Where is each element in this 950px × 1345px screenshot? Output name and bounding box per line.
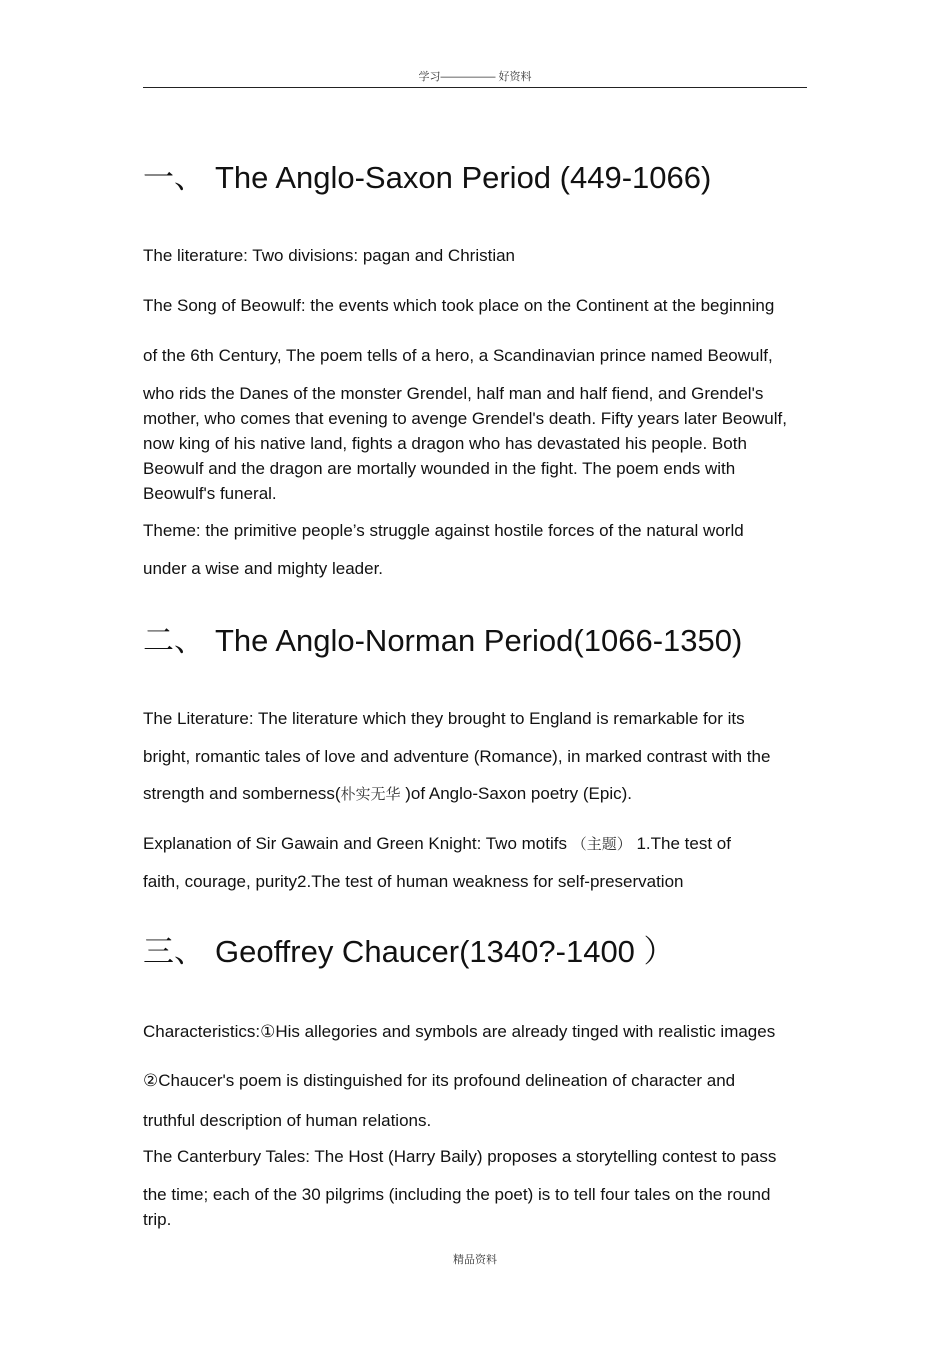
paragraph-line: who rids the Danes of the monster Grendel, half man and half fiend, and Grendel's	[143, 384, 764, 403]
section-heading-anglo-saxon	[143, 162, 711, 193]
paragraph-line: the time; each of the 30 pilgrims (including the poet) is to tell four tales on the round	[143, 1185, 771, 1204]
theme-line-1: Theme: the primitive people’s struggle against hostile forces of the natural world	[143, 521, 744, 540]
section-heading-anglo-norman	[143, 625, 742, 656]
text-segment: 1.The test of	[631, 834, 731, 853]
beowulf-line-1: The Song of Beowulf: the events which took place on the Continent at the beginning	[143, 296, 775, 315]
canterbury-paragraph	[143, 1182, 833, 1232]
literature-line: The literature: Two divisions: pagan and Christian	[143, 246, 515, 265]
theme-line-2: under a wise and mighty leader.	[143, 559, 384, 578]
paragraph-line: now king of his native land, fights a dragon who has devastated his people. Both	[143, 434, 747, 453]
paragraph-line: Beowulf and the dragon are mortally wounded in the fight. The poem ends with	[143, 459, 736, 478]
chinese-gloss: 朴实无华	[340, 785, 401, 803]
page-footer: 精品资料	[453, 1254, 497, 1266]
section-title: The Anglo-Saxon Period (449-1066)	[215, 160, 712, 195]
gawain-line-2: faith, courage, purity2.The test of human weakness for self-preservation	[143, 872, 684, 891]
paragraph-line: trip.	[143, 1210, 172, 1229]
gawain-line-1	[143, 834, 731, 854]
section-title: Geoffrey Chaucer(1340?-1400 ）	[215, 934, 675, 969]
text-segment: strength and somberness(	[143, 784, 341, 803]
header-divider	[143, 87, 807, 88]
text-segment: )of Anglo-Saxon poetry (Epic).	[400, 784, 633, 803]
section-heading-chaucer	[143, 936, 675, 967]
beowulf-line-2: of the 6th Century, The poem tells of a hero, a Scandinavian prince named Beowulf,	[143, 346, 773, 365]
section-number: 一、	[143, 160, 205, 195]
text-segment: Explanation of Sir Gawain and Green Knight: Two motifs	[143, 834, 572, 853]
norman-literature-line-3	[143, 784, 632, 804]
section-number: 二、	[143, 623, 205, 658]
characteristics-line-3: truthful description of human relations.	[143, 1111, 432, 1130]
paragraph-line: mother, who comes that evening to avenge Grendel's death. Fifty years later Beowulf,	[143, 409, 787, 428]
section-number: 三、	[143, 934, 205, 969]
characteristics-line-2: ②Chaucer's poem is distinguished for its profound delineation of character and	[143, 1071, 736, 1090]
norman-literature-line-2: bright, romantic tales of love and adventure (Romance), in marked contrast with the	[143, 747, 771, 766]
characteristics-line-1: Characteristics:①His allegories and symbols are already tinged with realistic images	[143, 1022, 776, 1041]
chinese-gloss: （主题）	[571, 835, 632, 853]
page-header: 学习————— 好资料	[418, 71, 532, 83]
canterbury-line-1: The Canterbury Tales: The Host (Harry Baily) proposes a storytelling contest to pass	[143, 1147, 777, 1166]
norman-literature-line-1: The Literature: The literature which they brought to England is remarkable for its	[143, 709, 745, 728]
beowulf-paragraph	[143, 381, 833, 506]
section-title: The Anglo-Norman Period(1066-1350)	[215, 623, 743, 658]
paragraph-line: Beowulf's funeral.	[143, 484, 277, 503]
